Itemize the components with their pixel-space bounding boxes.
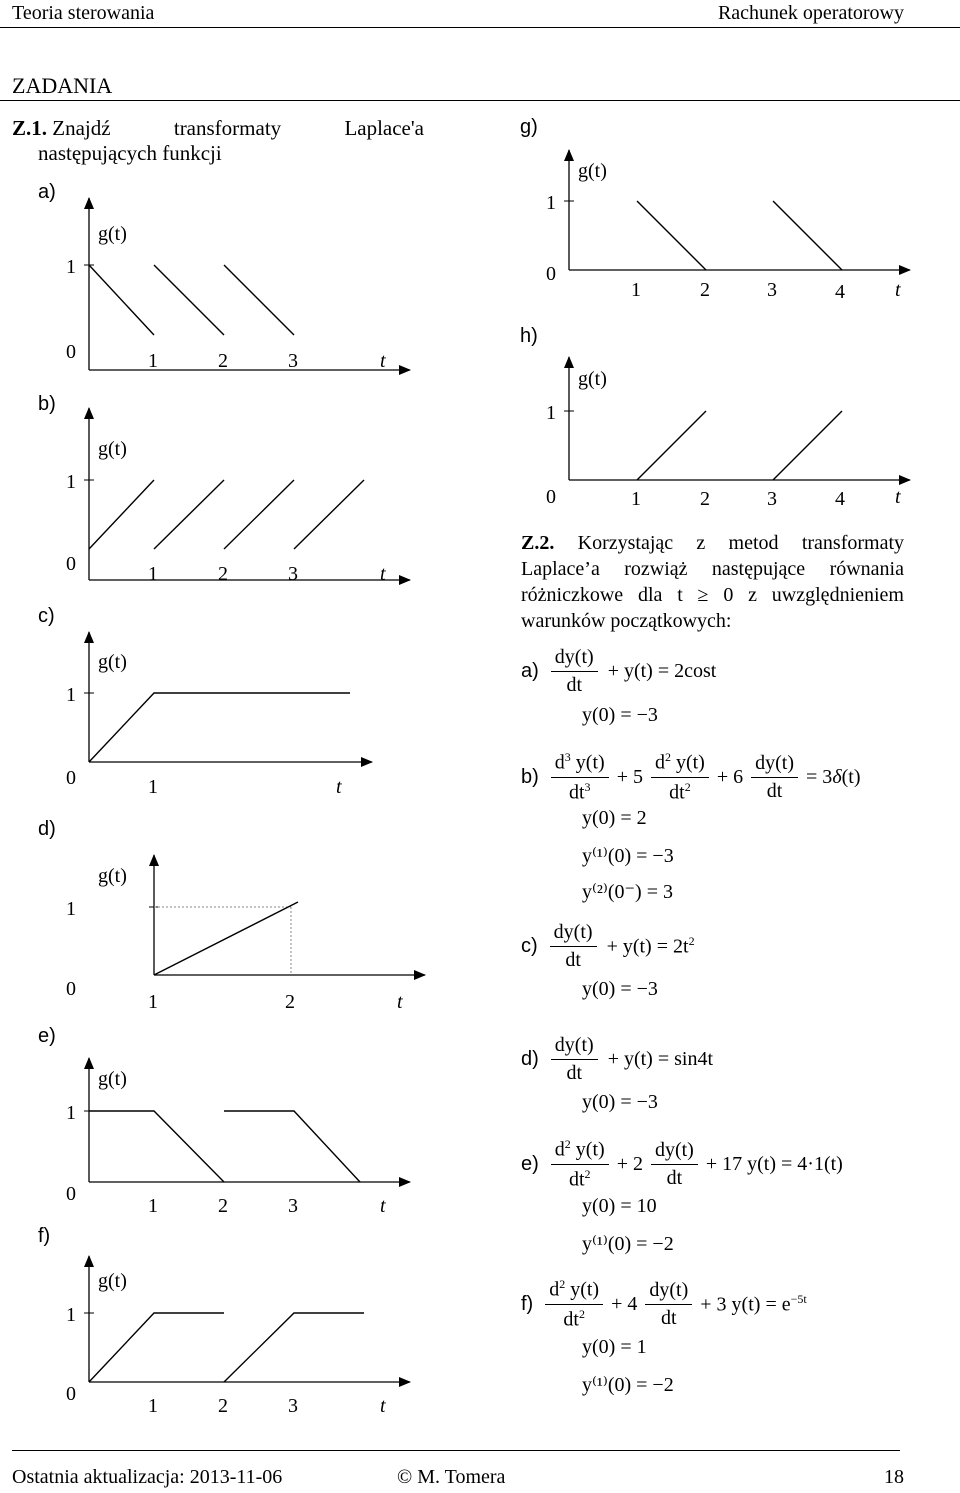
header-left: Teoria sterowania [12, 2, 155, 24]
axis-label-t: t [380, 1195, 386, 1217]
tick-label: 2 [218, 1195, 228, 1217]
footer-center: © M. Tomera [397, 1466, 506, 1488]
graph-label: b) [38, 393, 56, 415]
axis-label-g: g(t) [98, 651, 127, 673]
tick-label: 1 [148, 991, 158, 1013]
graph-label: d) [38, 818, 56, 840]
axis-label-g: g(t) [578, 160, 607, 182]
z2-label: Z.2. [521, 532, 555, 554]
tick-label: 1 [631, 488, 641, 510]
initial-condition: y(0) = 10 [582, 1195, 657, 1217]
tick-label: 0 [66, 553, 76, 575]
footer-left: Ostatnia aktualizacja: 2013-11-06 [12, 1466, 283, 1488]
graph-c [38, 605, 372, 798]
z1-word: Znajdź [52, 116, 111, 140]
axis-label-g: g(t) [98, 438, 127, 460]
initial-condition: y⁽¹⁾(0) = −3 [582, 845, 674, 867]
axis-label-t: t [397, 991, 403, 1013]
tick-label: 0 [66, 1383, 76, 1405]
axis-label-t: t [895, 279, 901, 301]
axis-label-t: t [380, 563, 386, 585]
tick-label: 1 [66, 1304, 76, 1326]
tick-label: 3 [767, 488, 777, 510]
graph-label: g) [520, 116, 538, 138]
graph-h [520, 325, 910, 510]
tick-label: 3 [767, 279, 777, 301]
tick-label: 3 [288, 350, 298, 372]
footer-page-number: 18 [884, 1466, 904, 1488]
tick-label: 2 [285, 991, 295, 1013]
axis-label-t: t [380, 350, 386, 372]
tick-label: 1 [148, 350, 158, 372]
z1-word: Laplace'a [344, 116, 424, 140]
axis-label-g: g(t) [98, 1270, 127, 1292]
graph-g [520, 116, 910, 303]
tick-label: 4 [835, 488, 845, 510]
axis-label-g: g(t) [578, 368, 607, 390]
graph-b [38, 393, 410, 585]
section-title: ZADANIA [12, 73, 113, 98]
equation-d: d) $\frac{dy(t)}{dt}$ + y(t) = sin4t [521, 1034, 714, 1084]
initial-condition: y(0) = −3 [582, 978, 658, 1000]
z1-label: Z.1. [12, 116, 48, 140]
axis-label-g: g(t) [98, 1068, 127, 1090]
initial-condition: y⁽¹⁾(0) = −2 [582, 1374, 674, 1396]
equation-f: f) $\frac{d^2 y(t)}{dt^2}$ + 4 $\frac{dy(t)}{dt}$ + 3 $y(t) = e^{-5t}$ [521, 1277, 807, 1331]
tick-label: 1 [148, 563, 158, 585]
z2-line: różniczkowe dla t ≥ 0 z uwzględnieniem [521, 584, 904, 606]
tick-label: 0 [66, 978, 76, 1000]
tick-label: 1 [631, 279, 641, 301]
tick-label: 0 [66, 767, 76, 789]
axis-label-g: g(t) [98, 865, 127, 887]
axis-label-t: t [336, 776, 342, 798]
tick-label: 2 [218, 350, 228, 372]
equation-e: e) $\frac{d^2 y(t)}{dt^2}$ + 2 $\frac{dy(t)}{dt}$ + 17 y(t) = 4·1(t) [521, 1137, 843, 1191]
initial-condition: y(0) = −3 [582, 1091, 658, 1113]
graph-label: f) [38, 1225, 51, 1247]
tick-label: 1 [148, 1195, 158, 1217]
tick-label: 2 [700, 488, 710, 510]
tick-label: 0 [546, 486, 556, 508]
tick-label: 1 [66, 684, 76, 706]
equation-label: b) [521, 765, 539, 788]
tick-label: 0 [66, 1183, 76, 1205]
tick-label: 3 [288, 563, 298, 585]
graph-label: h) [520, 325, 538, 347]
z2-line: Laplace’a rozwiąż następujące równania [521, 558, 904, 580]
z2-line: Korzystając z metod transformaty [577, 532, 905, 554]
tick-label: 1 [148, 1395, 158, 1417]
graph-label: c) [38, 605, 55, 627]
tick-label: 1 [148, 776, 158, 798]
tick-label: 3 [288, 1395, 298, 1417]
tick-label: 1 [546, 402, 556, 424]
tick-label: 2 [218, 1395, 228, 1417]
equation-label: f) [521, 1292, 534, 1315]
initial-condition: y(0) = −3 [582, 704, 658, 726]
z1-word: transformaty [173, 116, 282, 140]
axis-label-g: g(t) [98, 223, 127, 245]
equation-label: c) [521, 935, 538, 957]
equation-b: b) $\frac{d^3 y(t)}{dt^3}$ + 5 $\frac{d^2 y(t)}{dt^2}$ + 6 $\frac{dy(t)}{dt}$ = 3δ(t) [521, 750, 861, 804]
tick-label: 0 [66, 341, 76, 363]
z2-text [521, 530, 904, 634]
axis-label-t: t [895, 486, 901, 508]
graph-label: a) [38, 181, 56, 203]
tick-label: 1 [66, 1102, 76, 1124]
initial-condition: y(0) = 2 [582, 807, 647, 829]
initial-condition: y⁽¹⁾(0) = −2 [582, 1233, 674, 1255]
z1-word: następujących funkcji [38, 141, 222, 165]
tick-label: 2 [700, 279, 710, 301]
header-right: Rachunek operatorowy [717, 2, 904, 24]
equation-label: e) [521, 1152, 539, 1175]
initial-condition: y(0) = 1 [582, 1336, 647, 1358]
tick-label: 1 [546, 192, 556, 214]
graph-a [38, 181, 410, 372]
z2-line: warunków początkowych: [521, 610, 732, 632]
tick-label: 1 [66, 256, 76, 278]
graph-d [38, 818, 425, 1013]
tick-label: 1 [66, 898, 76, 920]
equation-label: a) [521, 660, 539, 682]
tick-label: 2 [218, 563, 228, 585]
equation-a: a) $\frac{dy(t)}{dt}$ + y(t) = 2cost [521, 646, 717, 696]
tick-label: 3 [288, 1195, 298, 1217]
graph-e [38, 1025, 410, 1217]
axis-label-t: t [380, 1395, 386, 1417]
footer-rule [12, 1450, 900, 1451]
equation-label: d) [521, 1048, 539, 1070]
initial-condition: y⁽²⁾(0⁻) = 3 [582, 881, 673, 903]
equation-c: c) $\frac{dy(t)}{dt}$ + $y(t) = 2t^2$ [521, 921, 695, 971]
tick-label: 0 [546, 263, 556, 285]
graph-f [38, 1225, 410, 1417]
tick-label: 1 [66, 471, 76, 493]
tick-label: 4 [835, 281, 845, 303]
graph-label: e) [38, 1025, 56, 1047]
